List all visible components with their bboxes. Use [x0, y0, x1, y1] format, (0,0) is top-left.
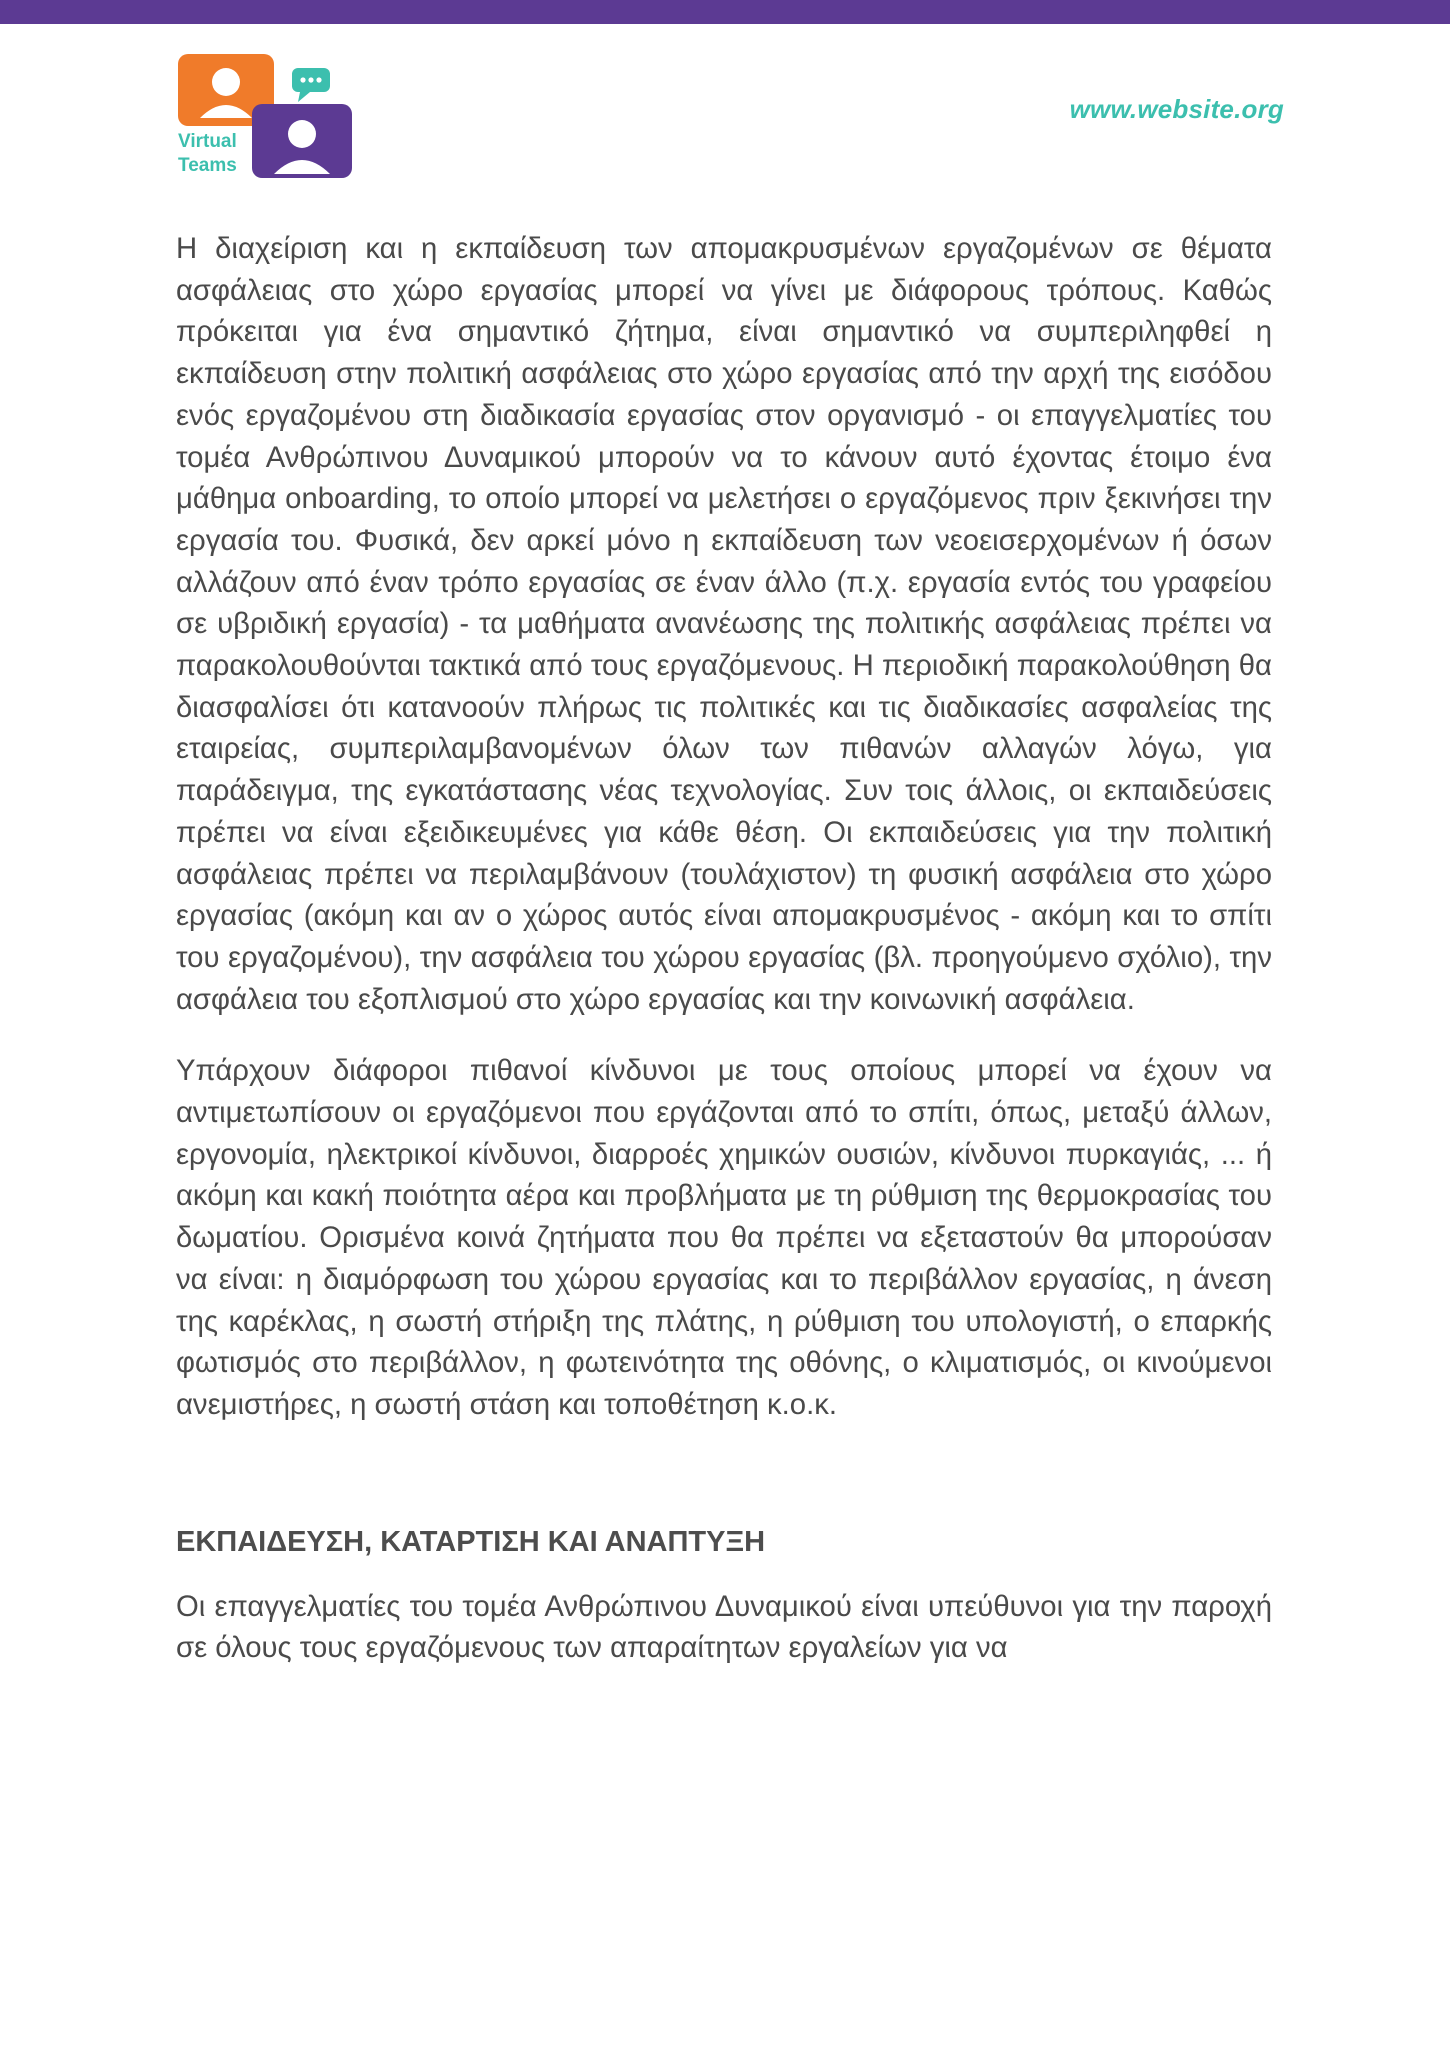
svg-text:Teams: Teams — [178, 155, 237, 176]
section-heading: ΕΚΠΑΙΔΕΥΣΗ, ΚΑΤΑΡΤΙΣΗ ΚΑΙ ΑΝΑΠΤΥΞΗ — [176, 1525, 766, 1558]
svg-text:Virtual: Virtual — [178, 131, 237, 152]
website-url[interactable]: www.website.org — [1069, 94, 1284, 124]
body-paragraph-2: Υπάρχουν διάφοροι πιθανοί κίνδυνοι με τους οποίους μπορεί να έχουν να αντιμετωπίσουν οι εργαζόμενοι που εργάζονται από το σπίτι, όπως, μεταξύ άλλων, εργονομία, ηλεκτρικοί κίνδυνοι, διαρροές χημικών ουσιών, κίνδυνοι πυρκαγιάς, ... ή ακόμη και κακή ποιότητα αέρα και προβλήματα με τη ρύθμιση της θερμοκρασίας του δωματίου. Ορισμένα κοινά ζητήματα που θα πρέπει να εξεταστούν θα μπορούσαν να είναι: η διαμόρφωση του χώρου εργασίας και το περιβάλλον εργασίας, η άνεση της καρέκλας, η σωστή στήριξη της πλάτης, η ρύθμιση του υπολογιστή, ο επαρκής φωτισμός στο περιβάλλον, η φωτεινότητα της οθόνης, ο κλιματισμός, οι κινούμενοι ανεμιστήρες, η σωστή στάση και τοποθέτηση κ.ο.κ. — [176, 1054, 1272, 1421]
body-paragraph-3: Οι επαγγελματίες του τομέα Ανθρώπινου Δυναμικού είναι υπεύθυνοι για την παροχή σε όλους τους εργαζόμενους των απαραίτητων εργαλείων για να — [176, 1589, 1272, 1665]
body-paragraph-1: Η διαχείριση και η εκπαίδευση των απομακρυσμένων εργαζομένων σε θέματα ασφάλειας στο χώρο εργασίας μπορεί να γίνει με διάφορους τρόπους. Καθώς πρόκειται για ένα σημαντικό ζήτημα, είναι σημαντικό να συμπεριληφθεί η εκπαίδευση στην πολιτική ασφάλειας στο χώρο εργασίας από την αρχή της εισόδου ενός εργαζομένου στη διαδικασία εργασίας στον οργανισμό - οι επαγγελματίες του τομέα Ανθρώπινου Δυναμικού μπορούν να το κάνουν αυτό έχοντας έτοιμο ένα μάθημα onboarding, το οποίο μπορεί να μελετήσει ο εργαζόμενος πριν ξεκινήσει την εργασία του. Φυσικά, δεν αρκεί μόνο η εκπαίδευση των νεοεισερχομένων ή όσων αλλάζουν από έναν τρόπο εργασίας σε έναν άλλο (π.χ. εργασία εντός του γραφείου σε υβριδική εργασία) - τα μαθήματα ανανέωσης της πολιτικής ασφάλειας πρέπει να παρακολουθούνται τακτικά από τους εργαζόμενους. Η περιοδική παρακολούθηση θα διασφαλίσει ότι κατανοούν πλήρως τις πολιτικές και τις διαδικασίες ασφαλείας της εταιρείας, συμπεριλαμβανομένων όλων των πιθανών αλλαγών λόγω, για παράδειγμα, της εγκατάστασης νέας τεχνολογίας. Συν τοις άλλοις, οι εκπαιδεύσεις πρέπει να είναι εξειδικευμένες για κάθε θέση. Οι εκπαιδεύσεις για την πολιτική ασφάλειας πρέπει να περιλαμβάνουν (τουλάχιστον) τη φυσική ασφάλεια στο χώρο εργασίας (ακόμη και αν ο χώρος αυτός είναι απομακρυσμένος - ακόμη και το σπίτι του εργαζομένου), την ασφάλεια του χώρου εργασίας (βλ. προηγούμενο σχόλιο), την ασφάλεια του εξοπλισμού στο χώρο εργασίας και την κοινωνική ασφάλεια. — [176, 232, 1272, 1016]
document-body — [176, 228, 1272, 1669]
virtual-teams-logo — [176, 52, 356, 182]
top-accent-bar — [0, 0, 1450, 24]
